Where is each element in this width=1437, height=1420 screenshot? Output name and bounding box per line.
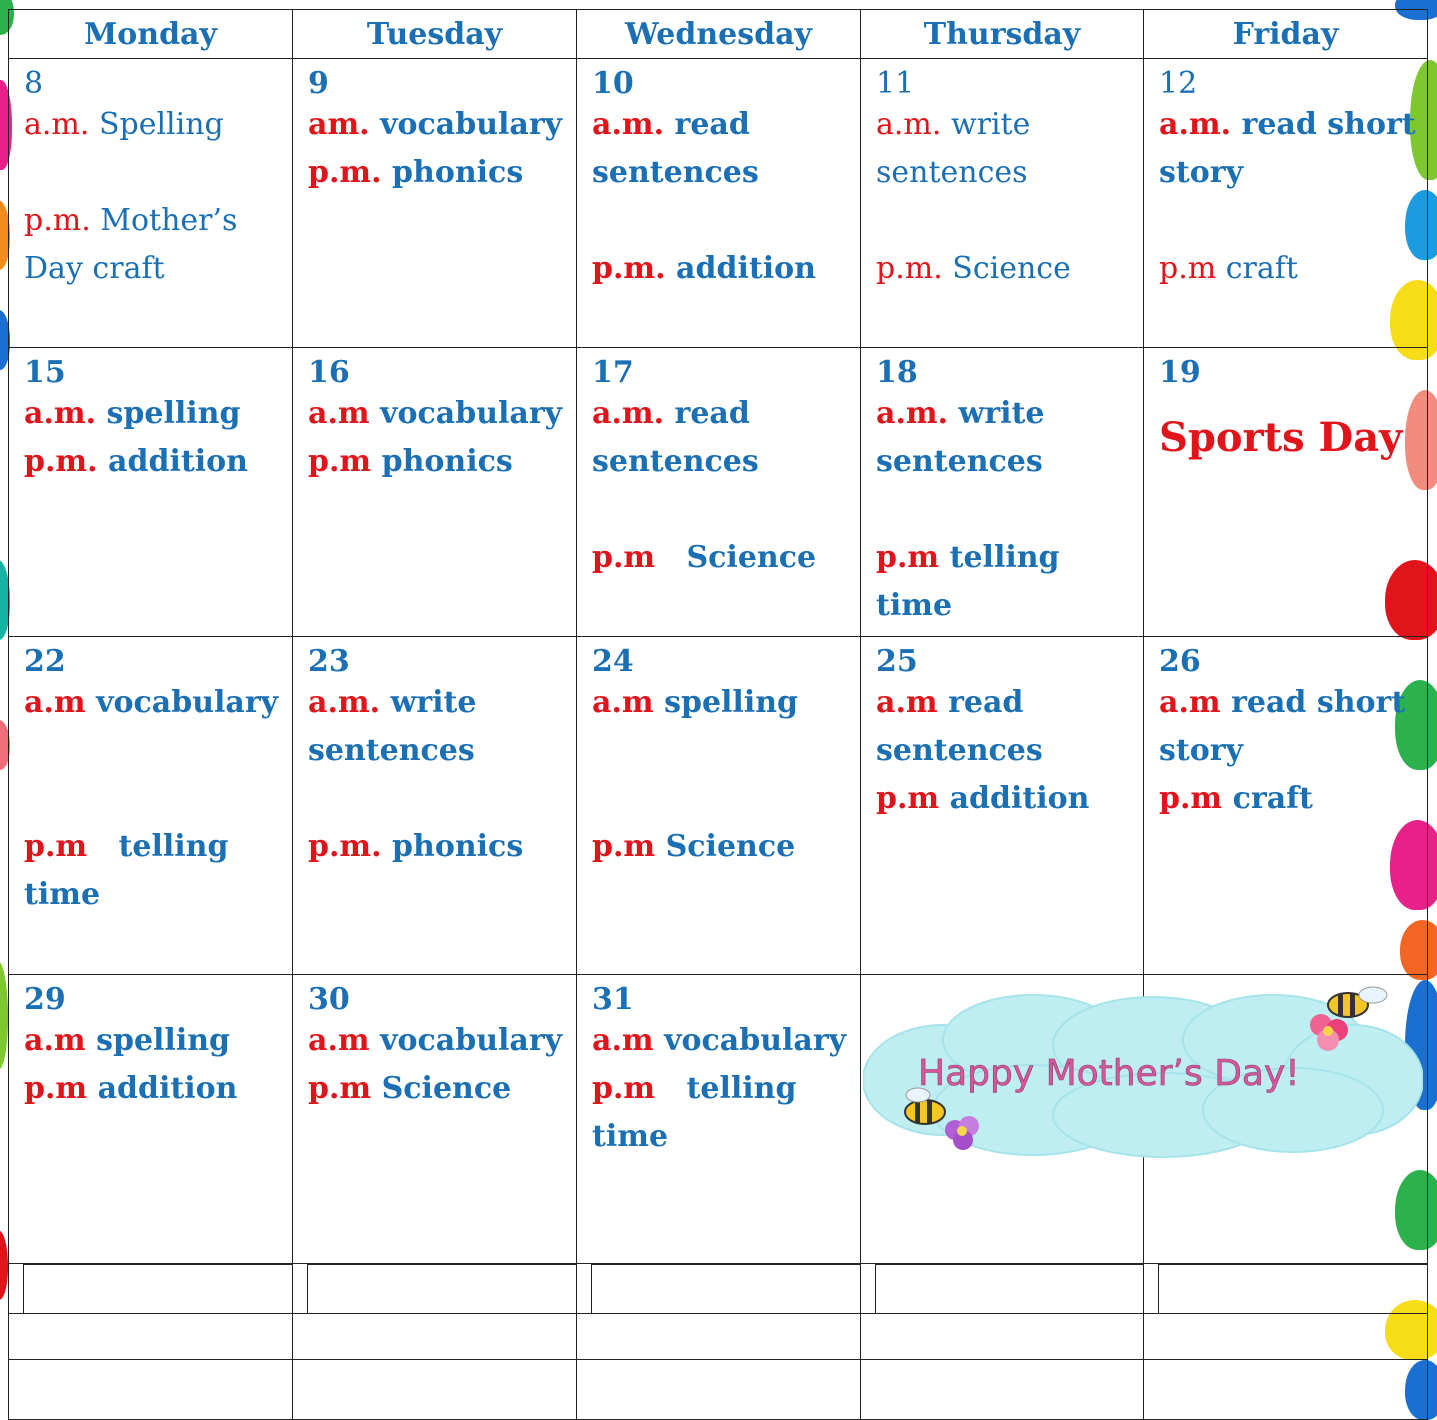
pm-activity: phonics <box>381 829 524 864</box>
weekday-header-row <box>9 10 1428 59</box>
am-activity: read short story <box>1159 107 1427 190</box>
day-cell <box>9 59 293 348</box>
am-label: a.m <box>24 1023 86 1058</box>
day-number: 23 <box>308 644 350 679</box>
am-activity: vocabulary <box>369 1023 563 1058</box>
pm-activity: Science <box>655 540 817 575</box>
day-cell <box>9 975 293 1264</box>
am-label: a.m <box>1159 685 1221 720</box>
pm-label: p.m <box>876 781 940 816</box>
pm-activity: addition <box>665 251 816 286</box>
am-activity: vocabulary <box>369 107 563 142</box>
am-label: a.m <box>308 1023 370 1058</box>
am-label: a.m <box>592 1023 654 1058</box>
empty-row <box>9 1264 1428 1314</box>
day-cell <box>293 348 577 637</box>
day-number: 18 <box>876 355 918 390</box>
am-activity: write sentences <box>876 107 1040 190</box>
pm-label: p.m <box>592 1071 656 1106</box>
pm-activity: telling time <box>876 540 1070 623</box>
day-number: 29 <box>24 982 66 1017</box>
am-activity: vocabulary <box>369 396 563 431</box>
am-label: a.m <box>592 685 654 720</box>
header-friday: Friday <box>1144 10 1428 59</box>
header-wednesday: Wednesday <box>577 10 861 59</box>
week-row <box>9 637 1428 975</box>
am-activity: spelling <box>96 396 241 431</box>
empty-row <box>9 1360 1428 1420</box>
am-activity: read short story <box>1159 685 1416 768</box>
pm-label: p.m. <box>592 251 666 286</box>
pm-activity: Mother’s Day craft <box>24 203 247 286</box>
day-cell <box>9 637 293 975</box>
day-number: 25 <box>876 644 918 679</box>
day-number: 22 <box>24 644 66 679</box>
pm-activity: telling time <box>24 829 239 912</box>
day-cell <box>577 975 861 1264</box>
pm-activity: phonics <box>381 155 524 190</box>
am-label: a.m. <box>24 396 97 431</box>
am-label: am. <box>308 107 370 142</box>
day-cell <box>577 348 861 637</box>
pm-label: p.m <box>24 1071 88 1106</box>
day-number: 11 <box>876 66 915 101</box>
banner-text: Happy Mother’s Day! <box>918 1053 1300 1094</box>
sports-day-text: Sports Day <box>1159 414 1403 461</box>
day-cell <box>861 637 1144 975</box>
day-cell <box>861 348 1144 637</box>
pm-activity: telling time <box>592 1071 807 1154</box>
am-label: a.m. <box>24 107 90 142</box>
header-tuesday: Tuesday <box>293 10 577 59</box>
pm-activity: addition <box>87 1071 238 1106</box>
day-cell <box>293 975 577 1264</box>
day-number: 26 <box>1159 644 1201 679</box>
am-activity: spelling <box>85 1023 231 1058</box>
pm-activity: addition <box>939 781 1090 816</box>
pm-label: p.m. <box>308 155 382 190</box>
week-row <box>9 59 1428 348</box>
day-cell <box>9 348 293 637</box>
day-number: 30 <box>308 982 350 1017</box>
day-number: 24 <box>592 644 634 679</box>
day-number: 8 <box>24 66 44 101</box>
pm-label: p.m <box>876 540 940 575</box>
am-label: a.m <box>876 685 938 720</box>
pm-label: p.m. <box>308 829 382 864</box>
am-activity: vocabulary <box>653 1023 847 1058</box>
day-cell <box>293 637 577 975</box>
am-label: a.m. <box>308 685 381 720</box>
am-activity: Spelling <box>89 107 224 142</box>
pm-activity: Science <box>942 251 1071 286</box>
day-number: 10 <box>592 66 634 101</box>
day-number: 15 <box>24 355 66 390</box>
pm-activity: Science <box>371 1071 512 1106</box>
pm-activity: craft <box>1222 781 1313 816</box>
day-cell <box>577 637 861 975</box>
week-row <box>9 348 1428 637</box>
am-activity: read sentences <box>876 685 1043 768</box>
bee-icon <box>1328 987 1387 1017</box>
day-number: 12 <box>1159 66 1198 101</box>
pm-activity: craft <box>1216 251 1298 286</box>
am-label: a.m. <box>1159 107 1232 142</box>
am-activity: read sentences <box>592 107 761 190</box>
day-cell <box>577 59 861 348</box>
day-number: 31 <box>592 982 634 1017</box>
day-cell <box>1144 59 1428 348</box>
am-label: a.m. <box>592 396 665 431</box>
am-label: a.m. <box>876 107 942 142</box>
pm-label: p.m <box>308 1071 372 1106</box>
am-activity: spelling <box>653 685 799 720</box>
header-thursday: Thursday <box>861 10 1144 59</box>
day-cell <box>1144 348 1428 637</box>
day-cell <box>861 59 1144 348</box>
am-activity: write sentences <box>308 685 487 768</box>
calendar-grid <box>8 9 1428 1420</box>
day-number: 17 <box>592 355 634 390</box>
pm-label: p.m. <box>876 251 943 286</box>
pm-label: p.m. <box>24 444 98 479</box>
am-activity: vocabulary <box>85 685 279 720</box>
am-activity: read sentences <box>592 396 761 479</box>
day-cell <box>293 59 577 348</box>
pm-label: p.m <box>308 444 372 479</box>
am-label: a.m <box>308 396 370 431</box>
am-label: a.m <box>24 685 86 720</box>
pm-label: p.m. <box>24 203 91 238</box>
pm-activity: phonics <box>371 444 513 479</box>
day-number: 16 <box>308 355 350 390</box>
day-number: 19 <box>1159 355 1201 390</box>
pm-label: p.m <box>24 829 88 864</box>
pm-label: p.m <box>592 829 656 864</box>
am-activity: write sentences <box>876 396 1055 479</box>
pm-label: p.m <box>1159 781 1223 816</box>
day-cell <box>1144 637 1428 975</box>
pm-label: p.m <box>592 540 656 575</box>
header-monday: Monday <box>9 10 293 59</box>
empty-row <box>9 1314 1428 1360</box>
pm-label: p.m <box>1159 251 1217 286</box>
am-label: a.m. <box>592 107 665 142</box>
mothers-day-banner <box>863 980 1423 1170</box>
day-number: 9 <box>308 66 329 101</box>
am-label: a.m. <box>876 396 949 431</box>
pm-activity: Science <box>655 829 796 864</box>
pm-activity: addition <box>97 444 248 479</box>
